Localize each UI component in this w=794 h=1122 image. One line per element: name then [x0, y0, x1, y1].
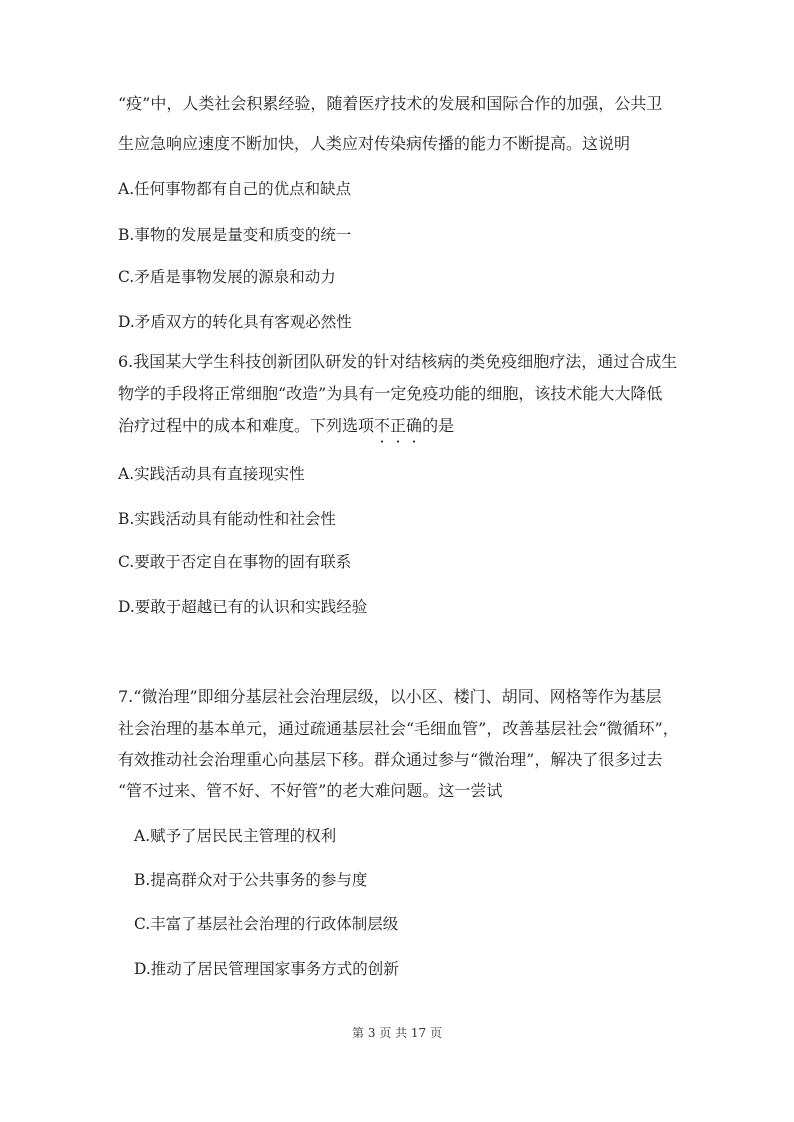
q6-option-b: B.实践活动具有能动性和社会性: [118, 510, 336, 528]
q6-emphasis-char-1: 不: [374, 416, 391, 435]
q6-stem-line-3-post: 的是: [422, 416, 455, 435]
q6-stem-line-3-pre: 治疗过程中的成本和难度。下列选项: [118, 416, 375, 435]
q7-option-a: A.赋予了居民民主管理的权利: [134, 827, 337, 845]
q6-emphasis-char-2: 正: [390, 416, 407, 435]
q7-stem-line-4: “管不过来、管不好、不好管”的老大难问题。这一尝试: [118, 781, 503, 800]
q6-stem-line-1: 6.我国某大学生科技创新团队研发的针对结核病的类免疫细胞疗法，通过合成生: [118, 352, 678, 371]
q6-stem-line-2: 物学的手段将正常细胞“改造”为具有一定免疫功能的细胞，该技术能大大降低: [118, 384, 663, 403]
q5-stem-line-2: 生应急响应速度不断加快，人类应对传染病传播的能力不断提高。这说明: [118, 134, 631, 153]
q7-option-d: D.推动了居民管理国家事务方式的创新: [134, 960, 399, 978]
q5-stem-line-1: “疫”中，人类社会积累经验，随着医疗技术的发展和国际合作的加强，公共卫: [118, 94, 663, 113]
q5-option-a: A.任何事物都有自己的优点和缺点: [118, 180, 352, 198]
q7-option-b: B.提高群众对于公共事务的参与度: [134, 871, 368, 889]
q6-option-c: C.要敢于否定自在事物的固有联系: [118, 553, 352, 571]
q5-option-b: B.事物的发展是量变和质变的统一: [118, 226, 352, 244]
q7-stem-line-3: 有效推动社会治理重心向基层下移。群众通过参与“微治理”，解决了很多过去: [118, 750, 663, 769]
q7-option-c: C.丰富了基层社会治理的行政体制层级: [134, 915, 399, 933]
q7-stem-line-1: 7.“微治理”即细分基层社会治理层级，以小区、楼门、胡同、网格等作为基层: [118, 687, 662, 706]
q6-option-a: A.实践活动具有直接现实性: [118, 465, 305, 483]
q7-stem-line-2: 社会治理的基本单元，通过疏通基层社会“毛细血管”，改善基层社会“微循环”，: [118, 719, 679, 738]
q6-emphasis-char-3: 确: [406, 416, 423, 435]
page-number-footer: 第 3 页 共 17 页: [352, 1026, 442, 1040]
q5-option-c: C.矛盾是事物发展的源泉和动力: [118, 268, 336, 286]
q6-stem-line-3: [118, 416, 454, 436]
q5-option-d: D.矛盾双方的转化具有客观必然性: [118, 313, 352, 331]
q6-option-d: D.要敢于超越已有的认识和实践经验: [118, 598, 368, 616]
